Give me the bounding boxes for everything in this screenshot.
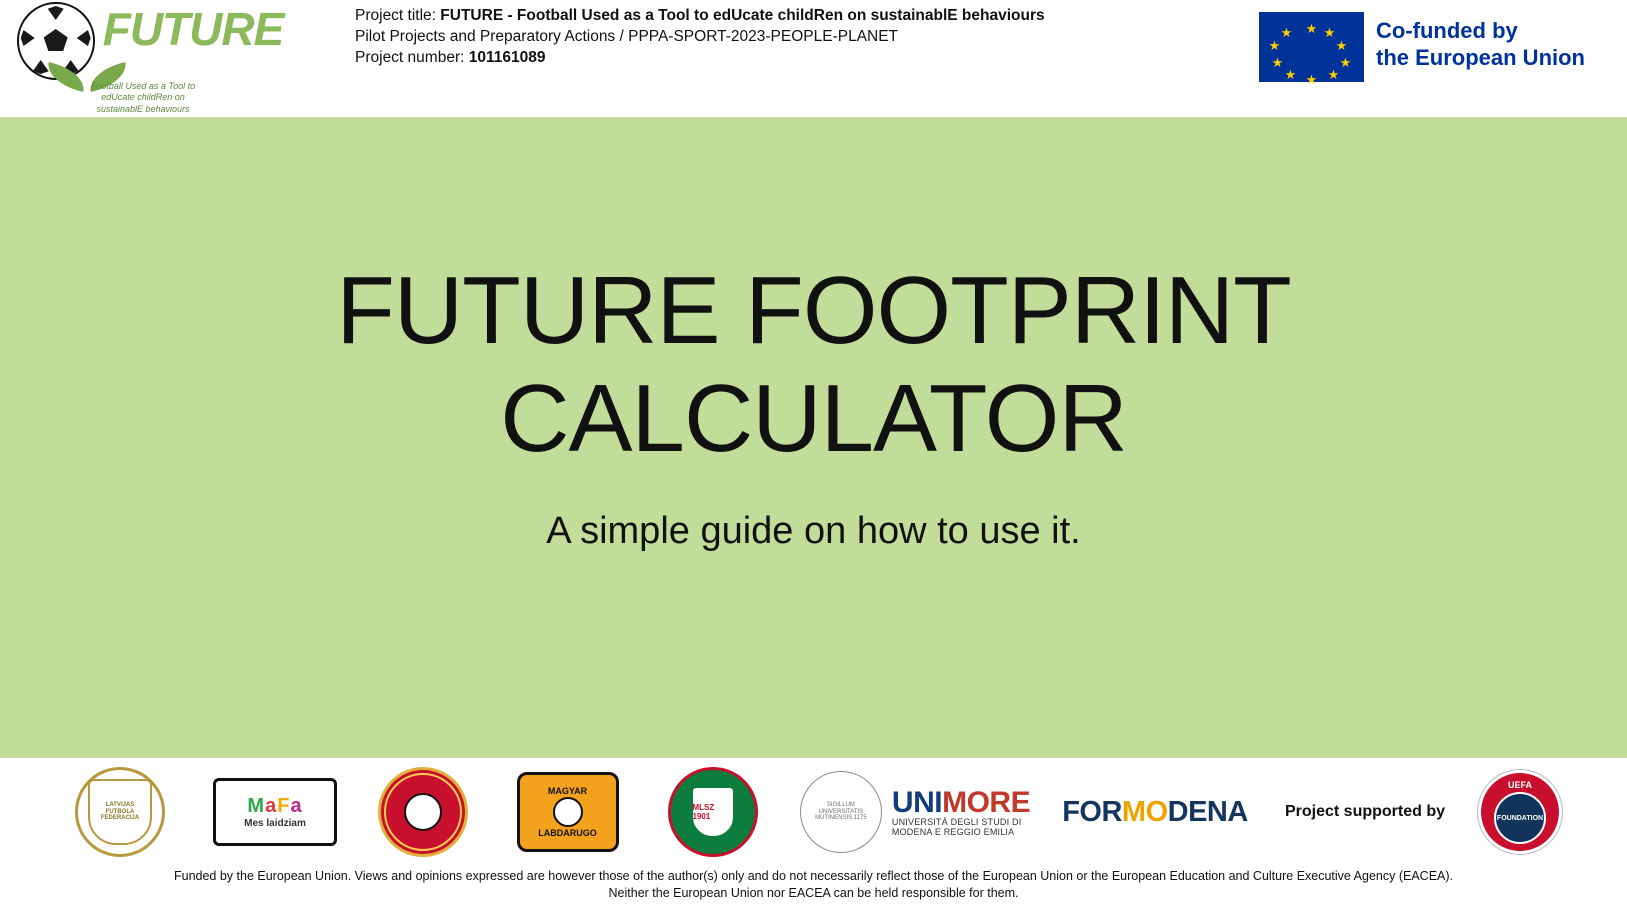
project-number-row [355,48,1249,68]
partner-logo-bfu [350,764,495,860]
project-programme: Pilot Projects and Preparatory Actions / PPPA-SPORT-2023-PEOPLE-PLANET [355,27,899,45]
partner-logo-lff [40,764,200,860]
mafa-sub: Mes laidziam [244,818,306,829]
uefa-top: UEFA [1507,780,1532,790]
eu-cofunding-block [1259,0,1627,87]
project-title-row [355,6,1249,26]
uefa-disc: FOUNDATION [1494,792,1546,844]
formodena-mo: MO [1121,795,1168,828]
slide-body [0,117,1627,758]
unimore-sub-2: MODENA E REGGIO EMILIA [891,826,1015,837]
project-number-value: 101161089 [468,48,546,66]
slide-header [0,0,1627,117]
project-title-value: FUTURE - Football Used as a Tool to edUcate childRen on sustainablE behaviours [440,7,1045,24]
project-title-label: Project title: [355,7,436,24]
partner-logo-strip [0,758,1627,866]
unimore-uni: UNI [891,785,943,819]
partner-logo-msk [495,764,640,860]
project-supported-by-label: Project supported by [1284,803,1446,820]
funding-disclaimer [0,866,1627,912]
partner-logo-mlsz [640,764,785,860]
disclaimer-line-2: Neither the European Union nor EACEA can be held responsible for them. [608,885,1019,900]
unimore-seal: SIGILLUM UNIVERSITATIS MUTINENSIS 1175 [800,771,882,853]
logo-tagline: Football Used as a Tool to edUcate childRen on sustainablE behaviours [90,81,196,114]
page-subtitle: A simple guide on how to use it. [546,510,1081,553]
lff-label: LATVIJAS FUTBOLA FEDERACIJA [88,779,152,845]
page-title: FUTURE FOOTPRINT CALCULATOR [336,257,1291,472]
unimore-sub-1: UNIVERSITÀ DEGLI STUDI DI [891,817,1022,828]
msk-top: MAGYAR [547,786,588,796]
mlsz-label: MLSZ 1901 [692,787,734,837]
formodena-dena: DENA [1167,795,1248,828]
project-info-block [300,0,1259,68]
eu-flag-icon: ★ ★ ★ ★ ★ ★ ★ ★ ★ ★ [1259,12,1364,82]
partner-logo-mafa: MaFa Mes laidziam [200,764,350,860]
eu-line-2: the European Union [1376,44,1585,70]
partner-logo-unimore [785,764,1045,860]
msk-bottom: LABDARUGO [538,828,597,838]
partner-logo-uefa-foundation [1465,764,1575,860]
unimore-more: MORE [942,785,1031,819]
eu-line-1: Co-funded by [1376,18,1518,43]
eu-cofunding-text [1376,12,1585,72]
disclaimer-line-1: Funded by the European Union. Views and opinions expressed are however those of the author(s) only and do not necessarily reflect those of the European Union or the European Education and Culture Executive Agency (EACEA). [173,869,1454,883]
future-project-logo [0,0,300,114]
formodena-for: FOR [1062,795,1122,828]
partner-logo-formodena [1045,764,1265,860]
project-number-label: Project number: [355,48,465,66]
logo-wordmark: FUTURE [102,3,284,55]
